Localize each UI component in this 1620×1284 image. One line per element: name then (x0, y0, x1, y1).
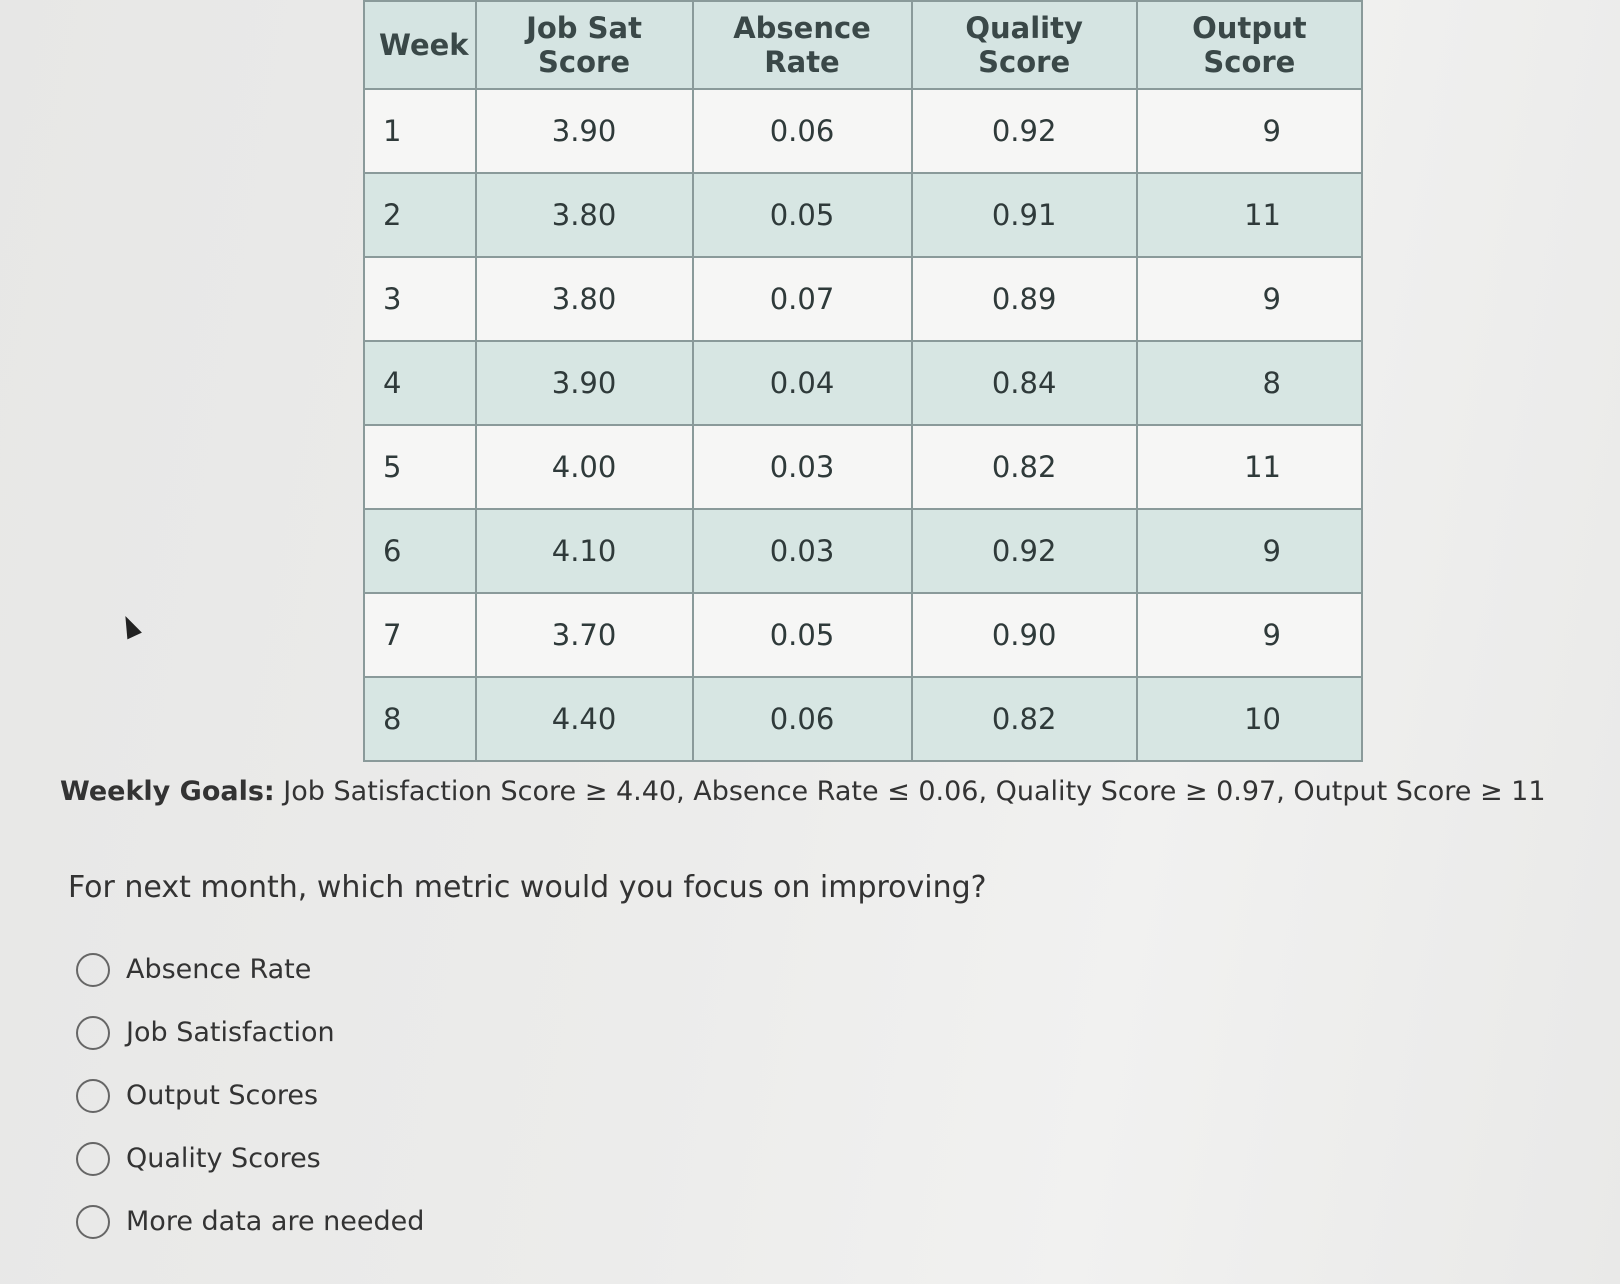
header-absence-rate: Absence Rate (693, 1, 912, 89)
job-sat-cell: 3.80 (476, 257, 693, 341)
weekly-metrics-table (363, 0, 1363, 762)
option-quality-scores[interactable] (76, 1127, 424, 1190)
radio-button[interactable] (76, 953, 110, 987)
quality-score-cell: 0.90 (912, 593, 1137, 677)
radio-button[interactable] (76, 1016, 110, 1050)
table-row (364, 677, 1362, 761)
table-row (364, 593, 1362, 677)
option-label[interactable]: Job Satisfaction (126, 1017, 335, 1048)
output-score-cell: 9 (1137, 89, 1362, 173)
radio-button[interactable] (76, 1079, 110, 1113)
job-sat-cell: 4.10 (476, 509, 693, 593)
option-label[interactable]: Absence Rate (126, 954, 312, 985)
mouse-cursor-icon (118, 613, 142, 640)
absence-rate-cell: 0.03 (693, 509, 912, 593)
week-cell: 8 (364, 677, 476, 761)
quality-score-cell: 0.82 (912, 425, 1137, 509)
option-label[interactable]: Output Scores (126, 1080, 319, 1111)
job-sat-cell: 4.00 (476, 425, 693, 509)
weekly-goals (60, 776, 1546, 807)
table-row (364, 425, 1362, 509)
week-cell: 2 (364, 173, 476, 257)
job-sat-cell: 3.80 (476, 173, 693, 257)
output-score-cell: 10 (1137, 677, 1362, 761)
quality-score-cell: 0.92 (912, 89, 1137, 173)
weekly-goals-label: Weekly Goals: (60, 776, 275, 807)
absence-rate-cell: 0.05 (693, 173, 912, 257)
output-score-cell: 9 (1137, 509, 1362, 593)
header-output-score: Output Score (1137, 1, 1362, 89)
output-score-cell: 9 (1137, 257, 1362, 341)
output-score-cell: 11 (1137, 425, 1362, 509)
option-job-satisfaction[interactable] (76, 1001, 424, 1064)
header-quality-score: Quality Score (912, 1, 1137, 89)
week-cell: 6 (364, 509, 476, 593)
week-cell: 5 (364, 425, 476, 509)
job-sat-cell: 3.90 (476, 341, 693, 425)
radio-button[interactable] (76, 1142, 110, 1176)
job-sat-cell: 3.90 (476, 89, 693, 173)
quality-score-cell: 0.84 (912, 341, 1137, 425)
absence-rate-cell: 0.06 (693, 89, 912, 173)
table-row (364, 89, 1362, 173)
table-row (364, 257, 1362, 341)
quality-score-cell: 0.82 (912, 677, 1137, 761)
absence-rate-cell: 0.05 (693, 593, 912, 677)
table-row (364, 509, 1362, 593)
option-absence-rate[interactable] (76, 938, 424, 1001)
week-cell: 4 (364, 341, 476, 425)
weekly-goals-text: Job Satisfaction Score ≥ 4.40, Absence Rate ≤ 0.06, Quality Score ≥ 0.97, Output Score ≥ 11 (274, 776, 1546, 807)
table-header-row (364, 1, 1362, 89)
quality-score-cell: 0.89 (912, 257, 1137, 341)
header-job-sat-score: Job Sat Score (476, 1, 693, 89)
absence-rate-cell: 0.06 (693, 677, 912, 761)
absence-rate-cell: 0.07 (693, 257, 912, 341)
option-label[interactable]: More data are needed (126, 1206, 425, 1237)
output-score-cell: 8 (1137, 341, 1362, 425)
option-output-scores[interactable] (76, 1064, 424, 1127)
table-row (364, 341, 1362, 425)
week-cell: 7 (364, 593, 476, 677)
option-more-data-needed[interactable] (76, 1190, 424, 1253)
job-sat-cell: 3.70 (476, 593, 693, 677)
absence-rate-cell: 0.03 (693, 425, 912, 509)
job-sat-cell: 4.40 (476, 677, 693, 761)
header-week: Week (364, 1, 476, 89)
quality-score-cell: 0.91 (912, 173, 1137, 257)
radio-button[interactable] (76, 1205, 110, 1239)
output-score-cell: 11 (1137, 173, 1362, 257)
table-row (364, 173, 1362, 257)
week-cell: 3 (364, 257, 476, 341)
week-cell: 1 (364, 89, 476, 173)
answer-options (76, 938, 424, 1253)
quality-score-cell: 0.92 (912, 509, 1137, 593)
output-score-cell: 9 (1137, 593, 1362, 677)
absence-rate-cell: 0.04 (693, 341, 912, 425)
question-text: For next month, which metric would you focus on improving? (68, 870, 987, 905)
option-label[interactable]: Quality Scores (126, 1143, 321, 1174)
